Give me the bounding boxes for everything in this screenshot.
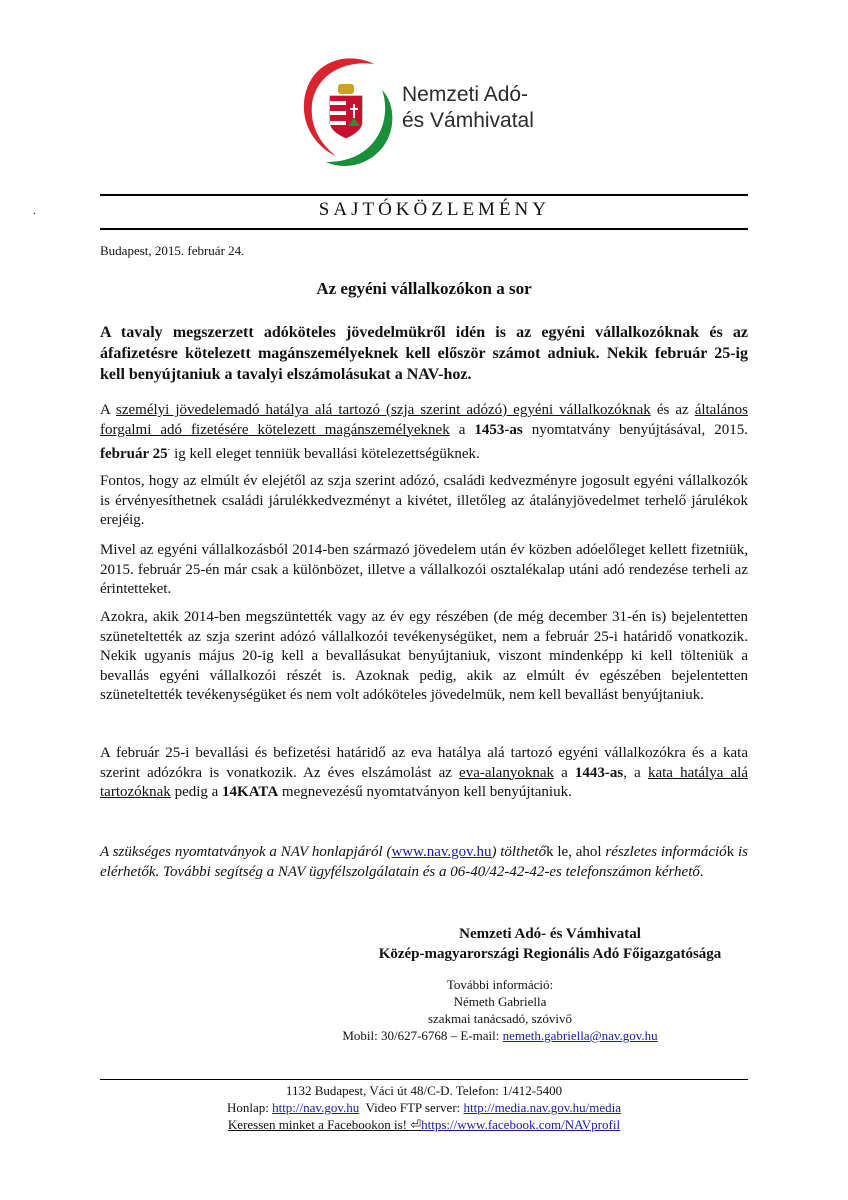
contact-role: szakmai tanácsadó, szóvivő xyxy=(427,1011,573,1026)
p6-text: részletes információ xyxy=(605,844,727,860)
p6-text: A szükséges nyomtatványok a NAV honlapjáról ( xyxy=(100,844,392,860)
p5-form-number: 1443-as xyxy=(574,764,624,781)
signature-line1: Nemzeti Adó- és Vámhivatal xyxy=(459,926,641,942)
p1-text: a xyxy=(449,421,475,438)
p6-text: . xyxy=(699,863,704,880)
footer-address: 1132 Budapest, Váci út 48/C-D. Telefon: 1/412-5400 xyxy=(285,1083,563,1098)
p1-text: A xyxy=(100,402,117,418)
p6-text: k le, ahol xyxy=(546,844,606,860)
contact-line xyxy=(300,1027,700,1044)
return-arrow-icon: ⏎ xyxy=(410,1117,422,1132)
paragraph-6 xyxy=(100,843,748,882)
p1-underline-1: személyi jövedelemadó hatálya alá tartozó (szja szerint adózó) egyéni vállalkozóknak xyxy=(116,402,651,418)
p5-underline-2: kata hatálya alá tartozóknak xyxy=(100,764,748,800)
signature-block xyxy=(350,924,750,964)
footer-web-link[interactable]: http://nav.gov.hu xyxy=(272,1100,360,1115)
footer-fb-label: Keressen minket a Facebookon is! xyxy=(227,1117,411,1132)
stray-dot: . xyxy=(33,203,36,217)
footer xyxy=(100,1082,748,1133)
p1-deadline: február 25 xyxy=(100,446,168,462)
divider-bottom xyxy=(100,228,748,230)
p5-text: , a xyxy=(623,764,648,781)
p6-text: ) tölthető xyxy=(491,844,547,860)
p1-sup: - xyxy=(167,445,171,454)
p1-underline-2: általános forgalmi adó fizetésére kötelezett magánszemélyeknek xyxy=(100,402,749,438)
p5-underline-1: eva-alanyoknak xyxy=(459,764,554,781)
paragraph-1 xyxy=(100,401,748,465)
date-line: Budapest, 2015. február 24. xyxy=(100,243,245,258)
p1-text: ig kell eleget tenniük bevallási kötelezettségüknek. xyxy=(170,446,480,462)
p6-text: is elérhető xyxy=(100,844,749,880)
footer-facebook-link[interactable]: https://www.facebook.com/NAVprofil xyxy=(421,1117,621,1132)
p6-text: k. További segítség a NAV ügyfélszolgálatain és a 06-40/42-42-42-es telefonszámon kérhető xyxy=(148,863,700,880)
p1-form-number: 1453-as xyxy=(474,421,523,438)
footer-facebook-line xyxy=(100,1116,748,1133)
press-release-title: SAJTÓKÖZLEMÉNY xyxy=(318,199,550,220)
headline: Az egyéni vállalkozókon a sor xyxy=(316,279,532,298)
org-name-line2: és Vámhivatal xyxy=(402,109,534,132)
paragraph-5 xyxy=(100,744,748,803)
paragraph-2: Fontos, hogy az elmúlt év elejétől az szja szerint adózó, családi kedvezményre jogosult egyéni vállalkozók is érvényesíthetnek családi járulékkedvezményt a kivétet, illetőleg az átalányjövedelmet terhelő járulékok erejéig. xyxy=(100,473,748,528)
p5-text: megnevezésű nyomtatványon kell benyújtaniuk. xyxy=(278,784,572,800)
footer-divider xyxy=(100,1079,748,1080)
contact-email-link[interactable]: nemeth.gabriella@nav.gov.hu xyxy=(502,1028,658,1043)
footer-ftp-label: Video FTP server: xyxy=(359,1100,464,1115)
p6-text: k xyxy=(726,844,738,860)
contact-block xyxy=(300,976,700,1044)
contact-name: Németh Gabriella xyxy=(453,994,547,1009)
footer-web-label: Honlap: xyxy=(226,1100,273,1115)
paragraph-4: Azokra, akik 2014-ben megszüntették vagy az év egy részében (de még december 31-én is) bejelentetten szüneteltették az szja szerint adózó vállalkozói tevékenységüket, nem a február 25-i határidő vonatkozik. Nekik ugyanis május 20-ig kell a bevallásukat benyújtaniuk, viszont mindenképp ki kell tölteniük a bevallás egyéni vállalkozói részét is. Azoknak pedig, akik az elmúlt év egészében bejelentetten szüneteltették tevékenységüket és nem volt adóköteles jövedelmük, nem kell bevallást benyújtaniuk. xyxy=(100,609,748,703)
p1-text: nyomtatvány benyújtásával, 2015. xyxy=(522,421,748,438)
divider-top xyxy=(100,194,748,196)
p5-text: pedig a xyxy=(170,784,223,800)
p1-text: és az xyxy=(650,402,695,418)
org-name xyxy=(402,82,534,134)
signature-line2: Közép-magyarországi Regionális Adó Főigazgatósága xyxy=(378,946,722,962)
contact-title: További információ: xyxy=(446,977,554,992)
contact-mobile: Mobil: 30/627-6768 – E-mail: xyxy=(342,1028,503,1043)
paragraph-3: Mivel az egyéni vállalkozásból 2014-ben származó jövedelem után év közben adóelőleget kellett fizetniük, 2015. február 25-én már csak a különbözet, illetve a vállalkozói osztalékalap utáni adó rendezése terheli az érintetteket. xyxy=(100,542,748,597)
p5-form-name: 14KATA xyxy=(222,784,279,800)
nav-logo-icon xyxy=(296,50,396,170)
nav-website-link[interactable]: www.nav.gov.hu xyxy=(391,844,492,860)
org-name-line1: Nemzeti Adó- xyxy=(402,83,529,106)
p5-text: a xyxy=(553,764,575,781)
footer-web-line xyxy=(100,1099,748,1116)
footer-ftp-link[interactable]: http://media.nav.gov.hu/media xyxy=(463,1100,622,1115)
lead-paragraph: A tavaly megszerzett adóköteles jövedelmükről idén is az egyéni vállalkozóknak és az áfafizetésre kötelezett magánszemélyeknek kell először számot adniuk. Nekik február 25-ig kell benyújtaniuk a tavalyi elszámolásukat a NAV-hoz. xyxy=(100,324,748,383)
p5-text: A február 25-i bevallási és befizetési határidő az eva hatálya alá tartozó egyéni vállalkozókra és a kata szerint adózókra is vonatkozik. Az éves elszámolást az xyxy=(100,745,748,781)
